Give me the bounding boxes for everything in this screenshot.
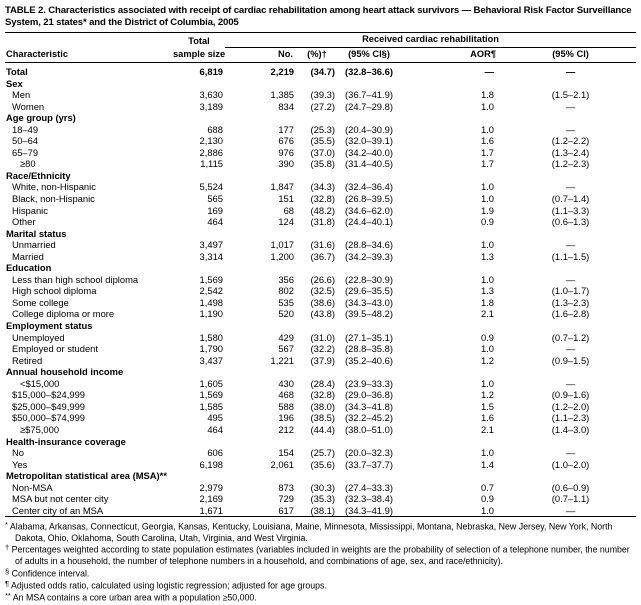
cell-received-no: 429 xyxy=(278,331,294,343)
header-percent: (%)† xyxy=(295,48,339,63)
cell-received-no: 1,017 xyxy=(270,239,294,251)
table-row xyxy=(5,505,636,517)
row-label: Women xyxy=(12,100,45,112)
total-row xyxy=(5,63,636,78)
cell-aor-ci: (1.2–2.2) xyxy=(551,135,590,147)
header-spacer xyxy=(5,33,173,48)
cell-aor: 1.2 xyxy=(480,354,494,366)
cell-received-ci: (33.7–37.7) xyxy=(345,458,393,470)
row-label: MSA but not center city xyxy=(12,493,109,505)
table-row xyxy=(5,424,636,436)
row-label: Sex xyxy=(6,77,23,89)
cell-aor: 1.8 xyxy=(480,296,494,308)
cell-aor: 1.7 xyxy=(480,146,494,158)
cell-received-pct: (48.2) xyxy=(310,204,335,216)
footnote-text: An MSA contains a core urban area with a population ≥50,000. xyxy=(10,592,257,603)
cell-received-ci: (29.0–36.8) xyxy=(345,389,393,401)
table-row xyxy=(5,493,636,505)
cell-received-no: 729 xyxy=(278,493,294,505)
cell-received-ci: (34.6–62.0) xyxy=(345,204,393,216)
table-row xyxy=(5,135,636,147)
cell-received-ci: (23.9–33.3) xyxy=(345,377,393,389)
cell-received-no: 124 xyxy=(278,216,294,228)
cell-received-pct: (44.4) xyxy=(310,423,335,435)
table-row xyxy=(5,447,636,459)
table-row xyxy=(5,193,636,205)
row-label: Men xyxy=(12,89,31,101)
cell-aor-ci: (0.6–0.9) xyxy=(551,481,590,493)
cell-sample-size: 5,524 xyxy=(199,181,223,193)
cell-received-pct: (37.0) xyxy=(310,146,335,158)
cell-sample-size: 1,671 xyxy=(199,504,223,516)
cell-received-no: 177 xyxy=(278,123,294,135)
cell-aor: 0.9 xyxy=(480,493,494,505)
cell-received-pct: (30.3) xyxy=(310,481,335,493)
cell-aor: 1.3 xyxy=(480,250,494,262)
cell-sample-size: 1,790 xyxy=(199,343,223,355)
row-label: Unemployed xyxy=(12,331,65,343)
row-label: Annual household income xyxy=(6,366,124,378)
cell-aor: 1.9 xyxy=(480,204,494,216)
footnote-symbol: ** xyxy=(5,591,11,601)
cell-aor: 1.0 xyxy=(480,377,494,389)
row-label: Marital status xyxy=(6,227,67,239)
section-row xyxy=(5,228,636,240)
cell-received-ci: (24.4–40.1) xyxy=(345,216,393,228)
cell-aor-ci: (1.1–2.3) xyxy=(551,412,590,424)
cell-aor-ci: — xyxy=(565,343,576,355)
cell-sample-size: 1,190 xyxy=(199,308,223,320)
cell-received-no: 390 xyxy=(278,158,294,170)
cell-received-pct: (37.9) xyxy=(310,354,335,366)
cell-received-ci: (20.0–32.3) xyxy=(345,447,393,459)
cell-received-pct: (35.6) xyxy=(310,458,335,470)
header-aor: AOR¶ xyxy=(399,48,505,63)
cell-sample-size: 6,198 xyxy=(199,458,223,470)
cell-received-ci: (36.7–41.9) xyxy=(345,89,393,101)
cell-sample-size: 3,314 xyxy=(199,250,223,262)
cell-received-ci: (34.3–43.0) xyxy=(345,296,393,308)
row-label: Black, non-Hispanic xyxy=(12,193,95,205)
cell-aor: 2.1 xyxy=(480,423,494,435)
cell-sample-size: 1,115 xyxy=(200,158,223,170)
table-row xyxy=(5,412,636,424)
cell-received-ci: (26.8–39.5) xyxy=(345,193,393,205)
header-row-group xyxy=(5,33,636,48)
table-row xyxy=(5,401,636,413)
cell-aor-ci: (1.2–2.0) xyxy=(551,400,590,412)
header-no: No. xyxy=(225,48,295,63)
cell-sample-size: 1,569 xyxy=(199,389,223,401)
row-label: Employment status xyxy=(6,320,93,332)
section-row xyxy=(5,78,636,90)
cell-received-pct: (31.8) xyxy=(310,216,335,228)
row-label: 50–64 xyxy=(12,135,39,147)
footnote-text: Percentages weighted according to state population estimates (variables included in weights are the probability of selection of a telephone number, the number of adults in a household, the number of telephone numbers in a household, and combinations of age, sex, and race/ethnicity). xyxy=(9,544,630,566)
cell-received-ci: (34.2–39.3) xyxy=(345,250,393,262)
cell-aor-ci: (1.0–1.7) xyxy=(551,285,590,297)
table-row xyxy=(5,285,636,297)
cell-received-pct: (32.5) xyxy=(310,285,335,297)
footnote xyxy=(5,567,636,579)
row-label: 18–49 xyxy=(12,123,39,135)
cell-received-no: 68 xyxy=(283,204,294,216)
table-body xyxy=(5,63,636,517)
cell-received-pct: (34.7) xyxy=(310,66,335,77)
footnote-text: Adjusted odds ratio, calculated using logistic regression; adjusted for age groups. xyxy=(9,580,327,591)
cell-aor-ci: — xyxy=(565,239,576,251)
footnote-text: Confidence interval. xyxy=(9,568,90,579)
cell-received-ci: (22.8–30.9) xyxy=(345,273,393,285)
cell-sample-size: 464 xyxy=(207,423,223,435)
cell-sample-size: 3,437 xyxy=(199,354,223,366)
section-row xyxy=(5,262,636,274)
cell-aor: 1.0 xyxy=(480,273,494,285)
cell-aor: 1.0 xyxy=(480,239,494,251)
footnote xyxy=(5,591,636,603)
header-ci: (95% CI§) xyxy=(339,48,399,63)
cell-sample-size: 1,605 xyxy=(199,377,223,389)
cell-aor-ci: (1.0–2.0) xyxy=(551,458,590,470)
header-total: Total xyxy=(188,35,210,46)
footnote xyxy=(5,543,636,566)
table-row xyxy=(5,332,636,344)
row-label: No xyxy=(12,447,24,459)
row-label: Married xyxy=(12,250,44,262)
cell-sample-size: 565 xyxy=(207,193,223,205)
cell-received-no: 567 xyxy=(278,343,294,355)
row-label: Some college xyxy=(12,296,69,308)
cell-received-no: 520 xyxy=(278,308,294,320)
cell-aor: 2.1 xyxy=(480,308,494,320)
cell-received-no: 1,200 xyxy=(270,250,294,262)
row-label: Less than high school diploma xyxy=(12,273,139,285)
cell-aor-ci: — xyxy=(565,100,576,112)
cell-received-pct: (25.7) xyxy=(310,447,335,459)
cell-sample-size: 464 xyxy=(207,216,223,228)
section-row xyxy=(5,320,636,332)
cell-sample-size: 495 xyxy=(207,412,223,424)
cell-received-ci: (27.4–33.3) xyxy=(345,481,393,493)
header-characteristic: Characteristic xyxy=(5,48,173,63)
cell-received-pct: (27.2) xyxy=(310,100,335,112)
table-row xyxy=(5,459,636,471)
row-label: 65–79 xyxy=(12,146,39,158)
cell-received-pct: (35.5) xyxy=(310,135,335,147)
cell-aor-ci: — xyxy=(565,377,576,389)
cell-sample-size: 1,569 xyxy=(199,273,223,285)
cell-aor-ci: (1.1–1.5) xyxy=(551,250,590,262)
cell-received-ci: (34.3–41.8) xyxy=(345,400,393,412)
cell-received-ci: (24.7–29.8) xyxy=(345,100,393,112)
cell-aor: 1.6 xyxy=(480,412,494,424)
cell-received-ci: (34.3–41.9) xyxy=(345,504,393,516)
cell-received-no: 1,385 xyxy=(270,89,294,101)
table-row xyxy=(5,89,636,101)
cell-received-ci: (32.4–36.4) xyxy=(345,181,393,193)
cell-received-ci: (35.2–40.6) xyxy=(345,354,393,366)
cell-aor-ci: (0.9–1.6) xyxy=(551,389,590,401)
table-row xyxy=(5,216,636,228)
table-row xyxy=(5,251,636,263)
section-row xyxy=(5,366,636,378)
cell-aor: 1.0 xyxy=(480,343,494,355)
cell-received-no: 356 xyxy=(278,273,294,285)
cell-sample-size: 688 xyxy=(207,123,223,135)
table-title: TABLE 2. Characteristics associated with receipt of cardiac rehabilitation among heart attack survivors — Behavioral Risk Factor Surveillance System, 21 states* and the District of Columbia, 2005 xyxy=(5,5,632,28)
cell-sample-size: 1,585 xyxy=(199,400,223,412)
footnotes xyxy=(5,517,636,603)
table-header xyxy=(5,33,636,63)
cell-received-ci: (34.2–40.0) xyxy=(345,146,393,158)
row-label: Retired xyxy=(12,354,43,366)
cell-received-pct: (43.8) xyxy=(310,308,335,320)
cell-aor-ci: — xyxy=(565,123,576,135)
cell-aor-ci: — xyxy=(565,504,576,516)
cell-aor-ci: (1.4–3.0) xyxy=(551,423,590,435)
cell-received-no: 976 xyxy=(278,146,294,158)
row-label: $15,000–$24,999 xyxy=(12,389,85,401)
cell-received-pct: (31.0) xyxy=(310,331,335,343)
cell-received-no: 212 xyxy=(278,423,294,435)
row-label: Race/Ethnicity xyxy=(6,169,71,181)
cell-received-no: 151 xyxy=(278,193,294,205)
cell-aor: 1.4 xyxy=(480,458,494,470)
cell-received-pct: (35.3) xyxy=(310,493,335,505)
cell-sample-size: 3,630 xyxy=(199,89,223,101)
cell-received-pct: (38.1) xyxy=(310,504,335,516)
header-aor-ci: (95% CI) xyxy=(505,48,636,63)
cell-aor-ci: (1.2–2.3) xyxy=(551,158,590,170)
footnote-symbol: † xyxy=(5,543,10,553)
table-row xyxy=(5,274,636,286)
cell-received-no: 802 xyxy=(278,285,294,297)
cell-aor-ci: (1.3–2.4) xyxy=(551,146,590,158)
cell-received-no: 2,061 xyxy=(270,458,294,470)
cell-aor: 1.0 xyxy=(480,123,494,135)
table-row xyxy=(5,158,636,170)
cell-aor-ci: (0.7–1.4) xyxy=(551,193,590,205)
cell-aor: 1.0 xyxy=(480,447,494,459)
cell-received-no: 535 xyxy=(278,296,294,308)
characteristics-table xyxy=(5,32,636,517)
cell-received-pct: (31.6) xyxy=(310,239,335,251)
cell-received-no: 430 xyxy=(278,377,294,389)
cell-aor: 1.0 xyxy=(480,504,494,516)
cell-sample-size: 2,169 xyxy=(199,493,223,505)
table-row xyxy=(5,389,636,401)
cell-received-no: 834 xyxy=(278,100,294,112)
cell-aor-ci: (0.9–1.5) xyxy=(551,354,590,366)
cell-aor-ci: (0.6–1.3) xyxy=(551,216,590,228)
row-label: $50,000–$74,999 xyxy=(12,412,85,424)
cell-received-ci: (31.4–40.5) xyxy=(345,158,393,170)
footnote-symbol: ¶ xyxy=(5,578,10,588)
cell-received-pct: (32.2) xyxy=(310,343,335,355)
row-label: Health-insurance coverage xyxy=(6,435,126,447)
header-sample-size: sample size xyxy=(173,48,225,63)
table-row xyxy=(5,482,636,494)
cell-received-ci: (38.0–51.0) xyxy=(345,423,393,435)
cell-received-ci: (29.6–35.5) xyxy=(345,285,393,297)
cell-received-pct: (26.6) xyxy=(310,273,335,285)
cell-aor: 1.8 xyxy=(480,89,494,101)
cell-sample-size: 169 xyxy=(207,204,223,216)
row-label: ≥80 xyxy=(20,158,36,170)
cell-received-no: 1,847 xyxy=(270,181,294,193)
cell-aor-ci: — xyxy=(565,66,576,77)
cell-received-ci: (20.4–30.9) xyxy=(345,123,393,135)
cell-received-no: 196 xyxy=(278,412,294,424)
cell-received-pct: (38.0) xyxy=(310,400,335,412)
header-row-columns xyxy=(5,48,636,63)
cell-sample-size: 606 xyxy=(207,447,223,459)
cell-received-pct: (39.3) xyxy=(310,89,335,101)
table-row xyxy=(5,181,636,193)
header-received-group: Received cardiac rehabilitation xyxy=(225,33,636,48)
cell-received-pct: (38.6) xyxy=(310,296,335,308)
cell-aor: 0.9 xyxy=(480,331,494,343)
table-row xyxy=(5,378,636,390)
table-row xyxy=(5,308,636,320)
cell-received-no: 468 xyxy=(278,389,294,401)
cell-aor: 1.7 xyxy=(480,158,494,170)
table-row xyxy=(5,343,636,355)
row-label: ≥$75,000 xyxy=(20,423,60,435)
row-label: Total xyxy=(6,66,28,77)
row-label: Age group (yrs) xyxy=(6,112,76,124)
table-row xyxy=(5,147,636,159)
cell-sample-size: 1,580 xyxy=(199,331,223,343)
cell-received-pct: (32.8) xyxy=(310,193,335,205)
cell-aor: 1.3 xyxy=(480,285,494,297)
cell-received-no: 617 xyxy=(278,504,294,516)
cell-aor: 0.7 xyxy=(480,481,494,493)
cell-received-no: 1,221 xyxy=(270,354,294,366)
section-row xyxy=(5,112,636,124)
footnote xyxy=(5,579,636,591)
cell-aor: 0.9 xyxy=(480,216,494,228)
cell-aor-ci: (1.3–2.3) xyxy=(551,296,590,308)
cell-received-pct: (28.4) xyxy=(310,377,335,389)
cell-received-pct: (36.7) xyxy=(310,250,335,262)
cell-aor: — xyxy=(484,66,494,77)
cell-received-no: 154 xyxy=(278,447,294,459)
cell-aor: 1.0 xyxy=(480,193,494,205)
cell-received-no: 873 xyxy=(278,481,294,493)
footnote-text: Alabama, Arkansas, Connecticut, Georgia, Kansas, Kentucky, Louisiana, Maine, Minnesota, Mississippi, Montana, Nebraska, New Jersey, New York, North Dakota, Ohio, Oklahoma, South Carolina, Utah, Virginia, and West Virginia. xyxy=(7,521,613,543)
cell-aor-ci: (1.6–2.8) xyxy=(551,308,590,320)
cell-sample-size: 6,819 xyxy=(199,66,223,77)
row-label: College diploma or more xyxy=(12,308,115,320)
footnote xyxy=(5,520,636,543)
cell-received-no: 2,219 xyxy=(270,66,294,77)
cell-sample-size: 2,542 xyxy=(199,285,223,297)
row-label: White, non-Hispanic xyxy=(12,181,96,193)
cell-received-pct: (35.8) xyxy=(310,158,335,170)
cell-received-ci: (39.5–48.2) xyxy=(345,308,393,320)
cell-received-pct: (38.5) xyxy=(310,412,335,424)
cell-received-ci: (32.0–39.1) xyxy=(345,135,393,147)
cell-aor-ci: (1.1–3.3) xyxy=(551,204,590,216)
cell-aor: 1.0 xyxy=(480,181,494,193)
cell-sample-size: 3,497 xyxy=(199,239,223,251)
cell-received-no: 676 xyxy=(278,135,294,147)
row-label: Employed or student xyxy=(12,343,98,355)
cell-received-no: 588 xyxy=(278,400,294,412)
cell-received-ci: (32.2–45.2) xyxy=(345,412,393,424)
cell-aor: 1.2 xyxy=(480,389,494,401)
cell-sample-size: 2,886 xyxy=(199,146,223,158)
section-row xyxy=(5,436,636,448)
cell-received-ci: (32.3–38.4) xyxy=(345,493,393,505)
row-label: Unmarried xyxy=(12,239,56,251)
cell-aor-ci: (1.5–2.1) xyxy=(551,89,590,101)
row-label: Education xyxy=(6,262,52,274)
row-label: $25,000–$49,999 xyxy=(12,400,85,412)
row-label: High school diploma xyxy=(12,285,97,297)
cell-sample-size: 2,979 xyxy=(199,481,223,493)
table-row xyxy=(5,355,636,367)
cell-sample-size: 3,189 xyxy=(199,100,223,112)
cell-aor: 1.6 xyxy=(480,135,494,147)
row-label: Center city of an MSA xyxy=(12,504,104,516)
cell-received-ci: (27.1–35.1) xyxy=(345,331,393,343)
table-row xyxy=(5,101,636,113)
cell-received-ci: (28.8–35.8) xyxy=(345,343,393,355)
cell-received-pct: (32.8) xyxy=(310,389,335,401)
cell-aor-ci: — xyxy=(565,273,576,285)
cell-sample-size: 2,130 xyxy=(199,135,223,147)
section-row xyxy=(5,170,636,182)
cell-aor-ci: (0.7–1.2) xyxy=(551,331,590,343)
row-label: Non-MSA xyxy=(12,481,53,493)
footnote-symbol: * xyxy=(5,520,8,530)
table-row xyxy=(5,205,636,217)
cell-received-ci: (32.8–36.6) xyxy=(345,66,393,77)
cell-aor: 1.5 xyxy=(480,400,494,412)
row-label: Hispanic xyxy=(12,204,48,216)
table-row xyxy=(5,124,636,136)
row-label: Metropolitan statistical area (MSA)** xyxy=(6,470,167,482)
row-label: Yes xyxy=(12,458,28,470)
table-row xyxy=(5,239,636,251)
row-label: Other xyxy=(12,216,36,228)
footnote-symbol: § xyxy=(5,566,10,576)
table-row xyxy=(5,297,636,309)
cell-received-pct: (25.3) xyxy=(310,123,335,135)
cell-aor: 1.0 xyxy=(480,100,494,112)
row-label: <$15,000 xyxy=(20,377,60,389)
section-row xyxy=(5,470,636,482)
cell-aor-ci: — xyxy=(565,181,576,193)
cell-received-pct: (34.3) xyxy=(310,181,335,193)
cell-received-ci: (28.8–34.6) xyxy=(345,239,393,251)
cell-aor-ci: (0.7–1.1) xyxy=(551,493,590,505)
cell-sample-size: 1,498 xyxy=(199,296,223,308)
cell-aor-ci: — xyxy=(565,447,576,459)
